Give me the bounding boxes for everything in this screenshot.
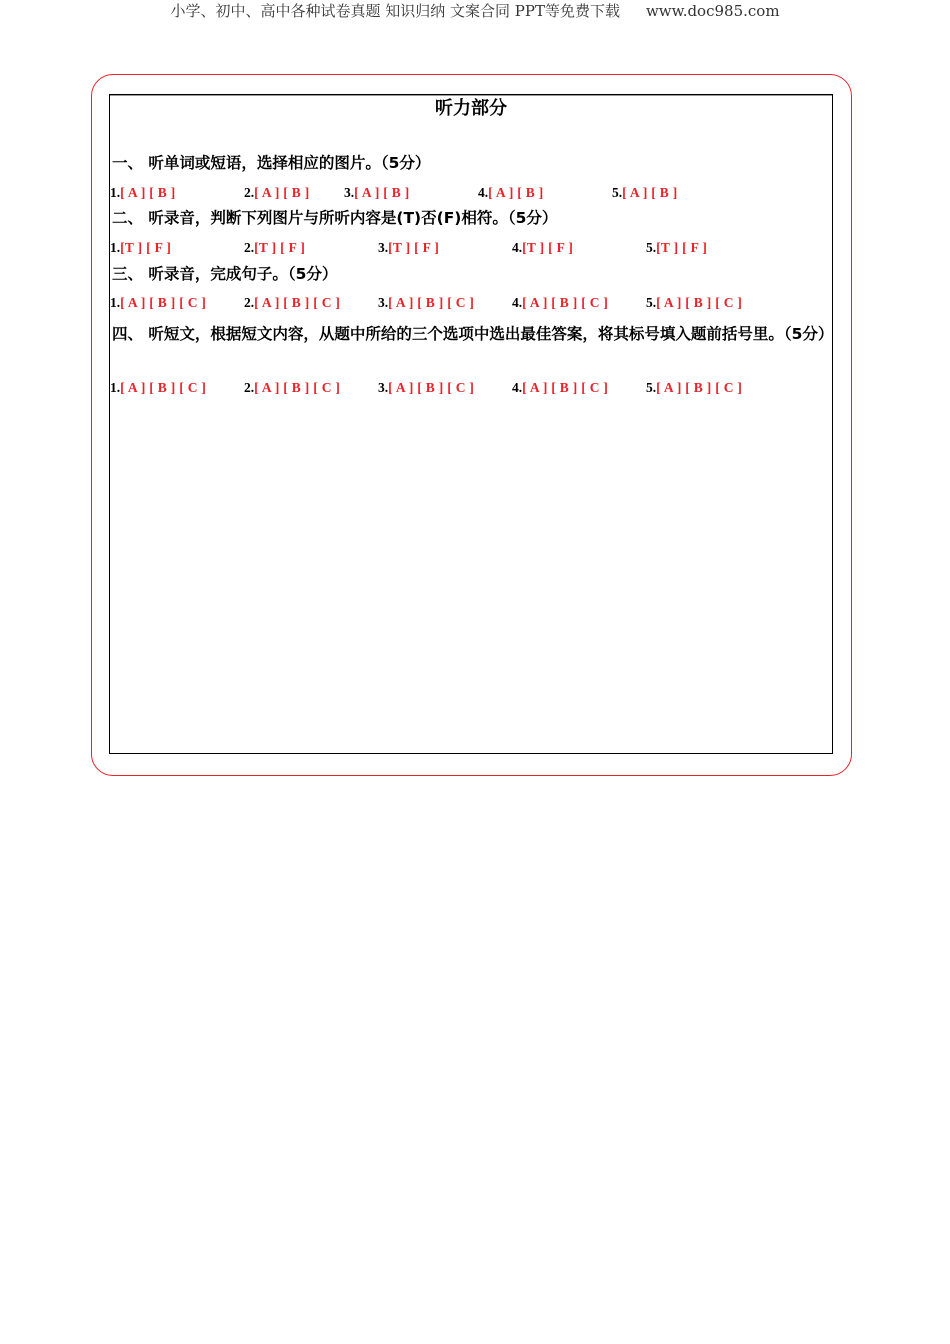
page-header: [0, 0, 950, 24]
answer-item[interactable]: 5.[ A ] [ B ] [ C ]: [646, 295, 743, 310]
answer-item[interactable]: 4.[ A ] [ B ] [ C ]: [512, 380, 609, 395]
section-2-answers: [110, 238, 832, 258]
section-1-answers: [110, 183, 832, 203]
answer-item[interactable]: 5.[T ] [ F ]: [646, 240, 708, 255]
answer-item[interactable]: 3.[ A ] [ B ]: [344, 185, 410, 200]
section-title: 听力部分: [435, 98, 507, 119]
answer-item[interactable]: 2.[T ] [ F ]: [244, 240, 306, 255]
answer-item[interactable]: 2.[ A ] [ B ] [ C ]: [244, 380, 341, 395]
answer-item[interactable]: 5.[ A ] [ B ] [ C ]: [646, 380, 743, 395]
answer-item[interactable]: 1.[ A ] [ B ] [ C ]: [110, 380, 207, 395]
answer-item[interactable]: 4.[ A ] [ B ]: [478, 185, 544, 200]
header-text: 小学、初中、高中各种试卷真题 知识归纳 文案合同 PPT等免费下载: [170, 2, 620, 20]
header-url[interactable]: www.doc985.com: [645, 2, 780, 20]
answer-item[interactable]: 5.[ A ] [ B ]: [612, 185, 678, 200]
answer-item[interactable]: 3.[T ] [ F ]: [378, 240, 440, 255]
answer-item[interactable]: 1.[ A ] [ B ] [ C ]: [110, 295, 207, 310]
answer-item[interactable]: 4.[T ] [ F ]: [512, 240, 574, 255]
section-4-answers: [110, 378, 832, 398]
answer-item[interactable]: 2.[ A ] [ B ]: [244, 185, 310, 200]
answer-item[interactable]: 2.[ A ] [ B ] [ C ]: [244, 295, 341, 310]
answer-item[interactable]: 3.[ A ] [ B ] [ C ]: [378, 295, 475, 310]
section-3-heading: 三、 听录音，完成句子。（5分）: [112, 265, 338, 283]
answer-item[interactable]: 3.[ A ] [ B ] [ C ]: [378, 380, 475, 395]
section-3-answers: [110, 293, 832, 313]
section-1-heading: 一、 听单词或短语，选择相应的图片。（5分）: [112, 154, 431, 172]
section-2-heading: 二、 听录音，判断下列图片与所听内容是(T)否(F)相符。（5分）: [112, 209, 558, 227]
listening-section-box: [109, 94, 833, 754]
answer-item[interactable]: 1.[ A ] [ B ]: [110, 185, 176, 200]
section-4-heading: 四、 听短文，根据短文内容，从题中所给的三个选项中选出最佳答案，将其标号填入题前括号里。（5分）: [112, 325, 834, 343]
answer-item[interactable]: 1.[T ] [ F ]: [110, 240, 172, 255]
answer-item[interactable]: 4.[ A ] [ B ] [ C ]: [512, 295, 609, 310]
